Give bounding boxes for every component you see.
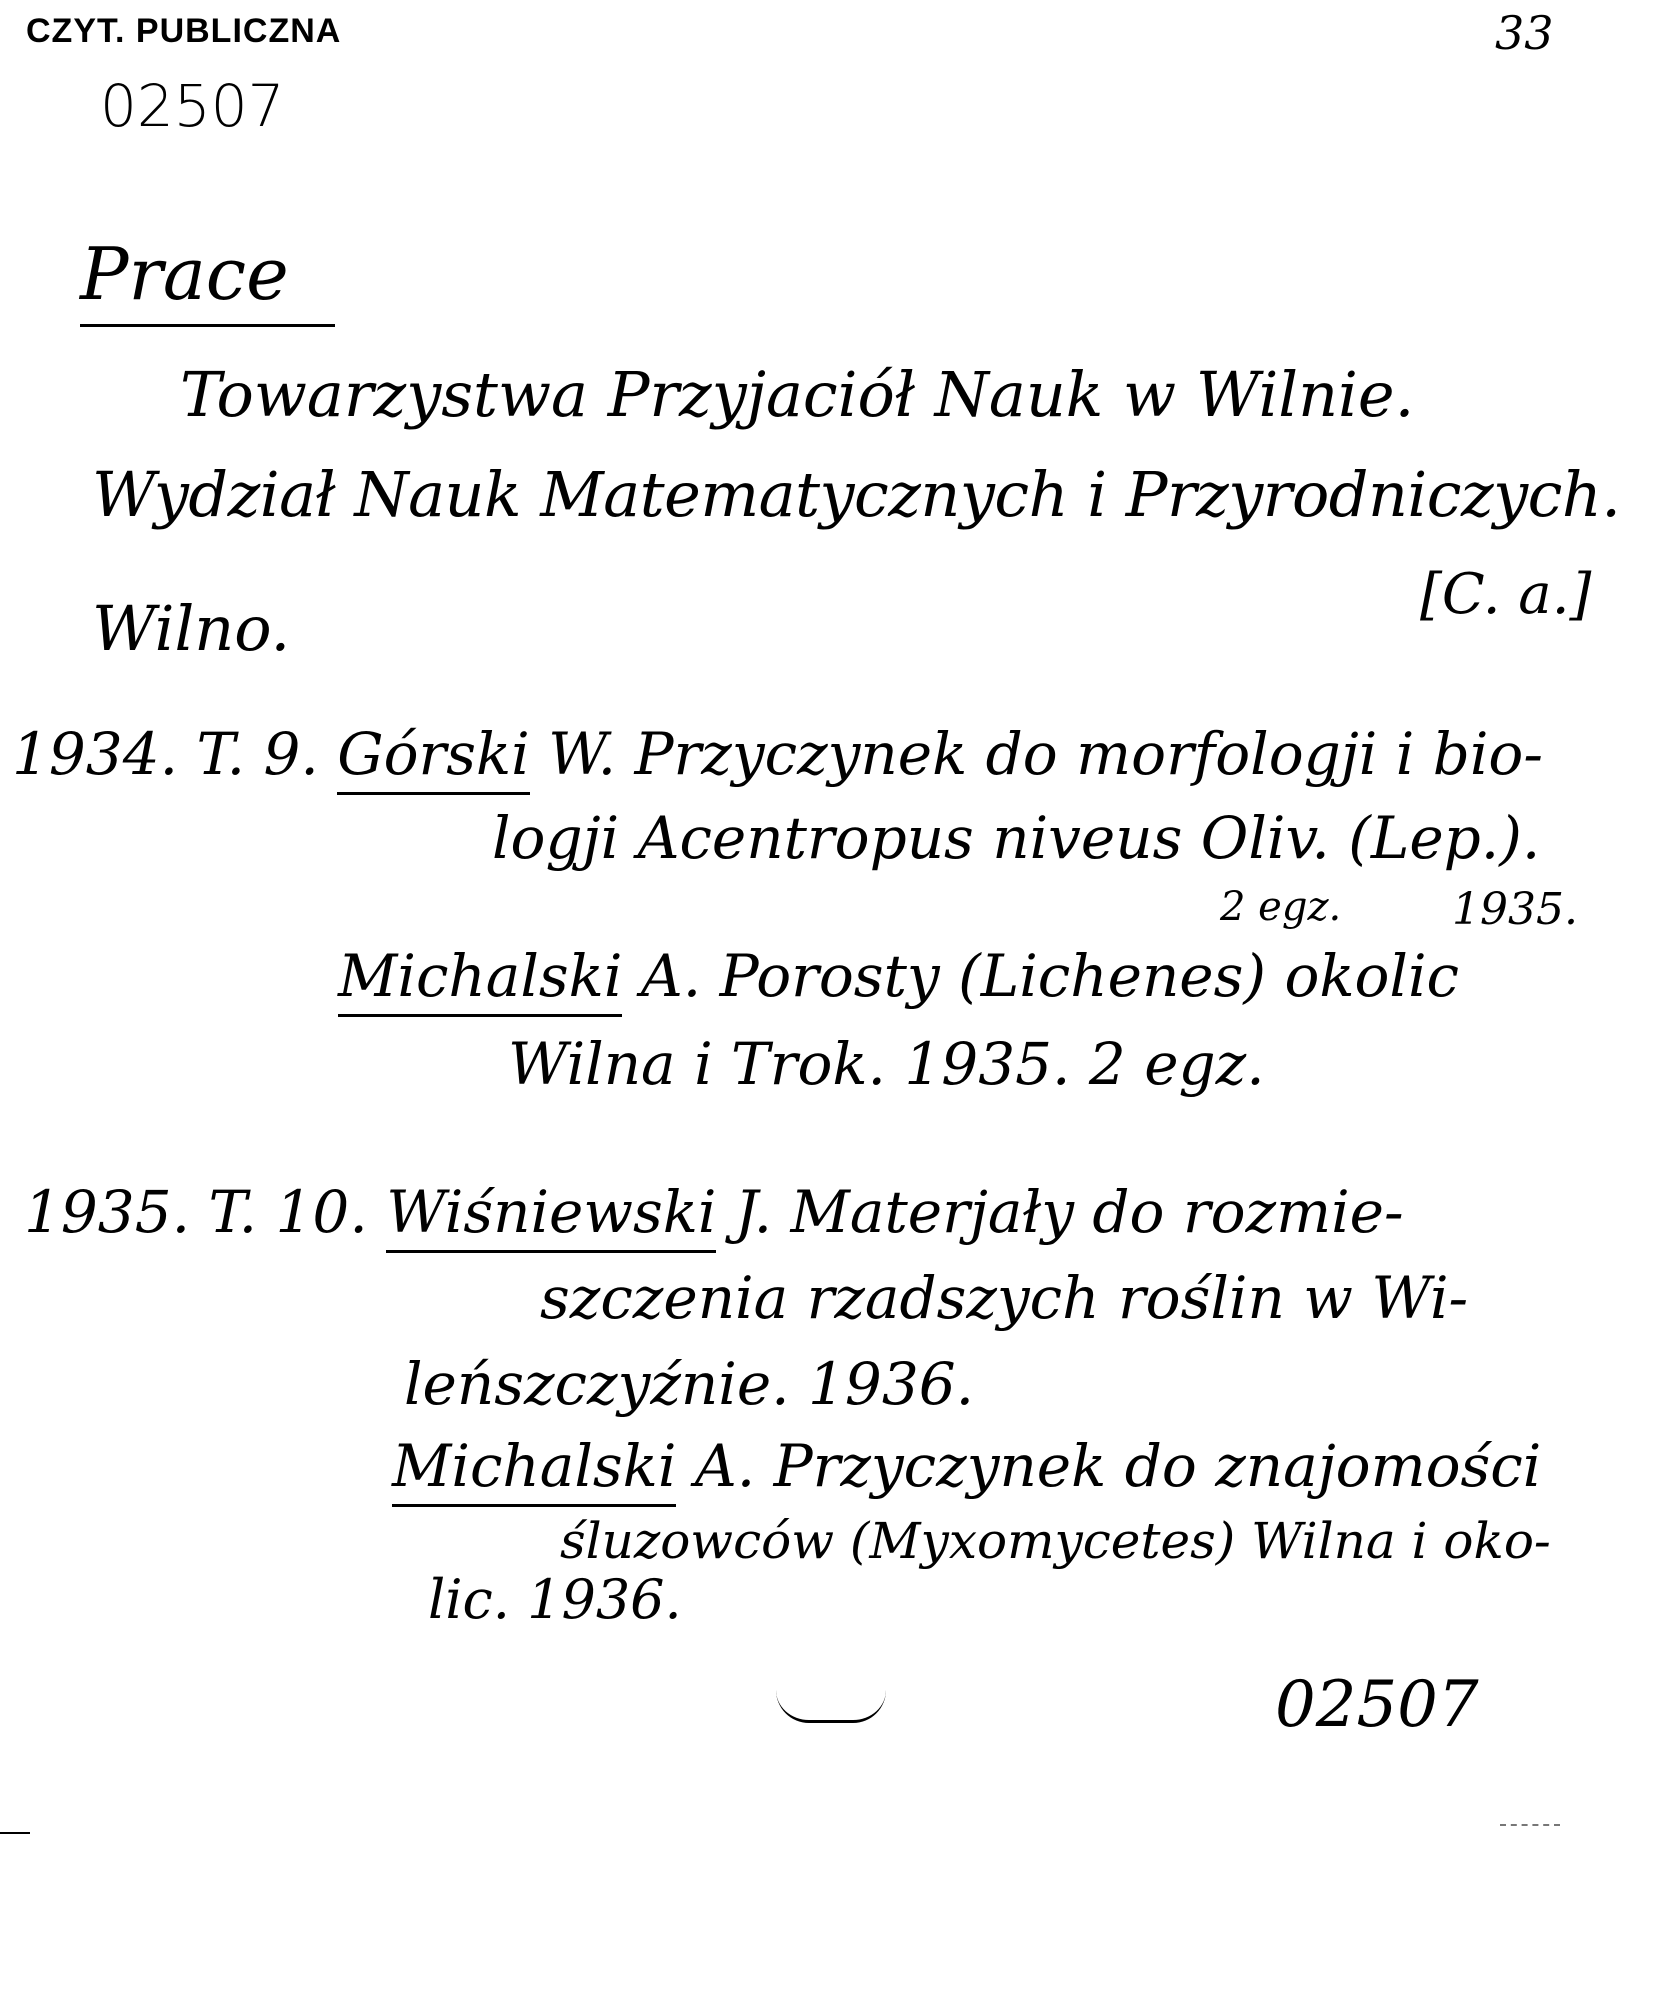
call-number-bottom: 02507 [1275, 1668, 1479, 1742]
entry-2-heading [338, 942, 1459, 1010]
entry-3-title: J. Materjały do rozmie- [734, 1178, 1404, 1246]
entry-3-continuation-2: leńszczyźnie. 1936. [404, 1350, 975, 1418]
entry-4-heading [392, 1432, 1541, 1500]
entry-3-heading [24, 1178, 1404, 1246]
entry-4-continuation-2: lic. 1936. [428, 1568, 682, 1631]
entry-4-author: Michalski [392, 1432, 676, 1507]
entry-1-continuation: logji Acentropus niveus Oliv. (Lep.). [492, 804, 1541, 872]
entry-3-continuation-1: szczenia rzadszych roślin w Wi- [540, 1264, 1469, 1332]
page-number: 33 [1495, 6, 1554, 60]
divider-mark-right [1500, 1824, 1560, 1826]
entry-1-volume: T. 9. [196, 720, 319, 788]
entry-1-year: 1934. [12, 720, 179, 788]
entry-2-title: A. Porosty (Lichenes) okolic [640, 942, 1460, 1010]
library-stamp: CZYT. PUBLICZNA [26, 12, 342, 50]
decorative-curve [776, 1690, 886, 1723]
entry-2-continuation: Wilna i Trok. 1935. 2 egz. [508, 1030, 1265, 1098]
call-number-top: 02507 [100, 72, 285, 140]
entry-4-title: A. Przyczynek do znajomości [694, 1432, 1542, 1500]
publisher-line: Towarzystwa Przyjaciół Nauk w Wilnie. [180, 358, 1415, 431]
classification-note: [C. a.] [1420, 562, 1592, 627]
series-title: Prace [80, 232, 335, 327]
department-line: Wydział Nauk Matematycznych i Przyrodniczych. [92, 458, 1621, 531]
entry-1-heading [12, 720, 1543, 788]
entry-1-author: Górski [337, 720, 529, 795]
entry-2-author: Michalski [338, 942, 622, 1017]
divider-mark-left [0, 1832, 30, 1834]
entry-1-title: W. Przyczynek do morfologji i bio- [548, 720, 1543, 788]
entry-4-continuation-1: śluzowców (Myxomycetes) Wilna i oko- [560, 1512, 1551, 1570]
place-line: Wilno. [92, 592, 291, 665]
entry-3-year: 1935. [24, 1178, 191, 1246]
entry-1-copies: 2 egz. [1220, 884, 1342, 930]
entry-3-volume: T. 10. [208, 1178, 368, 1246]
entry-1-pub-year: 1935. [1452, 884, 1578, 935]
entry-3-author: Wiśniewski [386, 1178, 716, 1253]
